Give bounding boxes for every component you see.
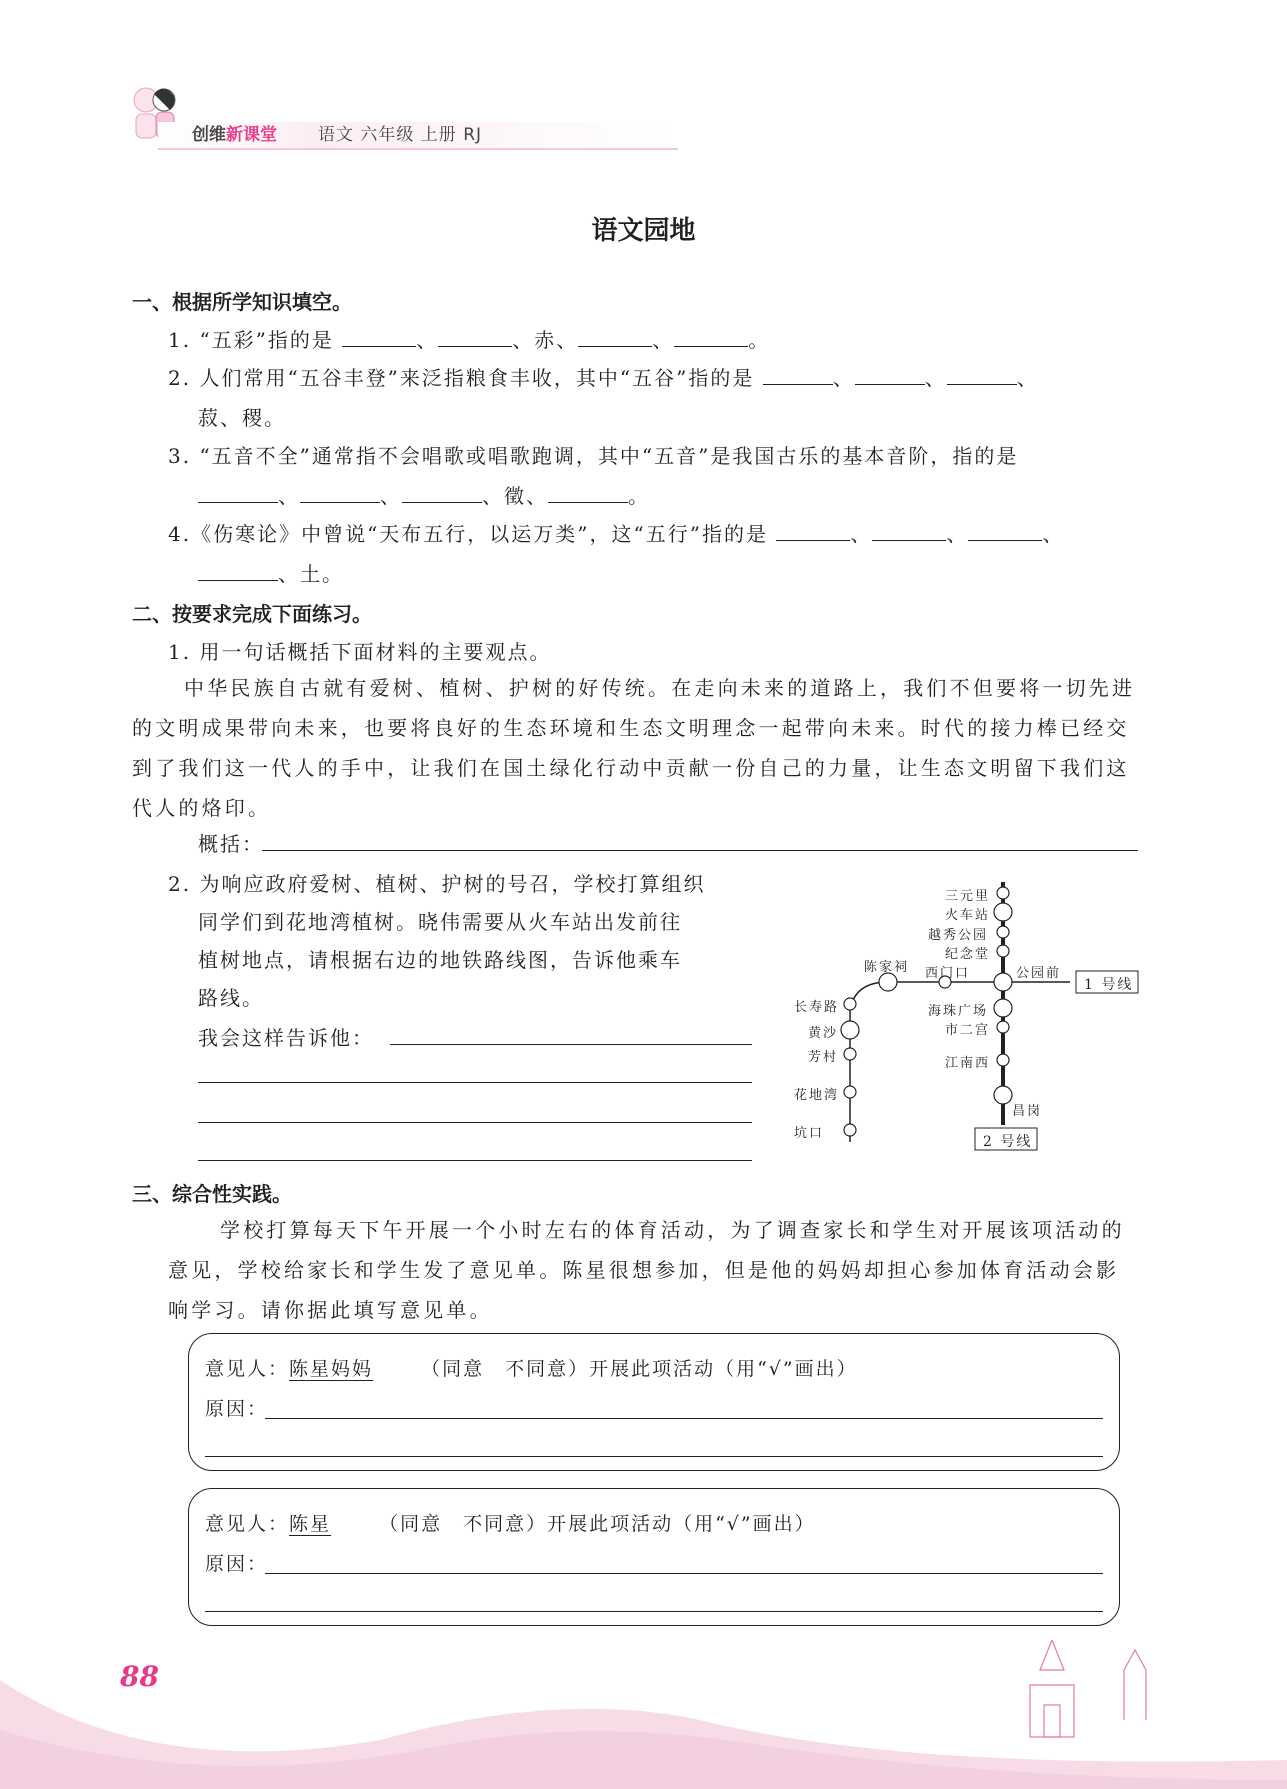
opinion-form-parent [188,1333,1120,1471]
q1-mid: 、赤、 [512,328,579,352]
answer-blank[interactable] [300,485,380,503]
q2-line2: 菽、稷。 [198,406,286,430]
answer-blank[interactable] [947,367,1017,385]
answer-line[interactable] [390,1044,752,1045]
reason-line[interactable] [265,1418,1103,1419]
q4-text: 4.《伤寒论》中曾说“天布五行，以运万类”，这“五行”指的是 [168,522,768,546]
sep: 、 [652,328,675,352]
s2-q2-line2: 同学们到花地湾植树。晓伟需要从火车站出发前往 [198,910,682,934]
answer-line[interactable] [198,1160,752,1161]
q4-end: 、土。 [278,562,344,586]
footer-wave-decoration [0,1640,1287,1789]
person-name: 陈星妈妈 [289,1358,374,1380]
brand-name [192,120,277,145]
answer-blank[interactable] [198,485,278,503]
answer-blank[interactable] [402,485,482,503]
answer-blank[interactable] [763,367,833,385]
s2-q2-line4: 路线。 [198,986,264,1010]
line1-label: 1 号线 [1084,977,1134,993]
section1-heading: 一、根据所学知识填空。 [132,290,352,314]
answer-blank[interactable] [548,485,628,503]
answer-blank[interactable] [855,367,925,385]
brand-part2: 新课堂 [226,125,277,145]
station-label: 纪念堂 [945,947,991,962]
station-label: 海珠广场 [928,1004,989,1019]
section3-heading: 三、综合性实践。 [132,1182,292,1206]
q3-mid: 、徵、 [482,484,548,508]
station-label: 长寿路 [794,1000,840,1015]
q4-line2 [198,558,344,587]
line2-label: 2 号线 [983,1134,1033,1150]
station-label: 三元里 [945,889,991,904]
q2-line1: 2. 人们常用“五谷丰登”来泛指粮食丰收，其中“五谷”指的是 、 、 、 [168,366,1039,390]
station-label: 江南西 [945,1056,991,1071]
answer-blank[interactable] [198,563,278,581]
station-label: 坑口 [794,1126,825,1141]
book-info: 语文 六年级 上册 RJ [318,125,483,145]
page-title: 语文园地 [591,216,696,246]
s2-q2-line3: 植树地点，请根据右边的地铁路线图，告诉他乘车 [198,948,682,972]
subway-map [780,870,1160,1160]
answer-line[interactable] [198,1082,752,1083]
q3-line2: 、 、 、徵、 。 [198,480,650,509]
reason-line[interactable] [205,1611,1103,1612]
answer-label: 我会这样告诉他： [198,1026,374,1050]
reason-line[interactable] [265,1573,1103,1574]
reason-label: 原因： [205,1398,269,1420]
station-label: 公园前 [1016,966,1062,981]
s2-q1-label: 1. 用一句话概括下面材料的主要观点。 [168,640,552,664]
person-name: 陈星 [289,1513,332,1535]
answer-blank[interactable] [674,329,748,347]
station-label: 芳村 [808,1050,839,1065]
section2-heading: 二、按要求完成下面练习。 [132,602,372,626]
summary-answer-line[interactable] [262,850,1138,851]
reason-line[interactable] [205,1456,1103,1457]
q1-end: 。 [748,328,771,352]
person-label: 意见人： [205,1358,290,1380]
answer-blank[interactable] [438,329,512,347]
q2-text: 2. 人们常用“五谷丰登”来泛指粮食丰收，其中“五谷”指的是 [168,366,755,390]
agree-choice[interactable]: （同意 不同意）开展此项活动（用“√”画出） [421,1358,858,1380]
answer-blank[interactable] [872,523,946,541]
station-label: 火车站 [945,908,991,923]
station-label: 西门口 [925,966,971,981]
answer-blank[interactable] [968,523,1042,541]
q1-prefix: 1. “五彩”指的是 [168,328,334,352]
answer-blank[interactable] [578,329,652,347]
s2-passage: 中华民族自古就有爱树、植树、护树的好传统。在走向未来的道路上，我们不但要将一切先进的文明成果带向未来，也要将良好的生态环境和生态文明理念一起带向未来。时代的接力棒已经交到了我们这一代人的手中，让我们在国土绿化行动中贡献一份自己的力量，让生态文明留下我们这代人的烙印。 [132,676,1136,820]
station-label: 黄沙 [808,1026,839,1041]
answer-blank[interactable] [776,523,850,541]
s2-q2-line1: 2. 为响应政府爱树、植树、护树的号召，学校打算组织 [168,872,706,896]
agree-choice[interactable]: （同意 不同意）开展此项活动（用“√”画出） [379,1513,816,1535]
brand-part1: 创维 [192,125,226,145]
book-header [128,82,548,152]
reason-label: 原因： [205,1553,269,1575]
station-label: 花地湾 [794,1088,840,1103]
opinion-form-student [188,1488,1120,1626]
q3-line1: 3. “五音不全”通常指不会唱歌或唱歌跑调，其中“五音”是我国古乐的基本音阶，指的是 [168,444,1019,468]
s3-passage: 学校打算每天下午开展一个小时左右的体育活动，为了调查家长和学生对开展该项活动的意见，学校给家长和学生发了意见单。陈星很想参加，但是他的妈妈却担心参加体育活动会影响学习。请你据此填写意见单。 [168,1218,1125,1322]
station-label: 越秀公园 [928,928,989,943]
form-row [205,1354,858,1381]
q4-line1: 4.《伤寒论》中曾说“天布五行，以运万类”，这“五行”指的是 、 、 、 [168,522,1065,546]
answer-blank[interactable] [342,329,416,347]
sep: 、 [416,328,439,352]
page-number: 88 [120,1660,159,1693]
form-row [205,1509,816,1536]
q1-line [168,324,770,353]
station-label: 市二宫 [945,1023,991,1038]
q3-end: 。 [628,484,650,508]
answer-line[interactable] [198,1122,752,1123]
person-label: 意见人： [205,1513,290,1535]
station-label: 陈家祠 [864,960,910,975]
station-label: 昌岗 [1012,1104,1043,1119]
summary-label: 概括： [198,832,264,856]
